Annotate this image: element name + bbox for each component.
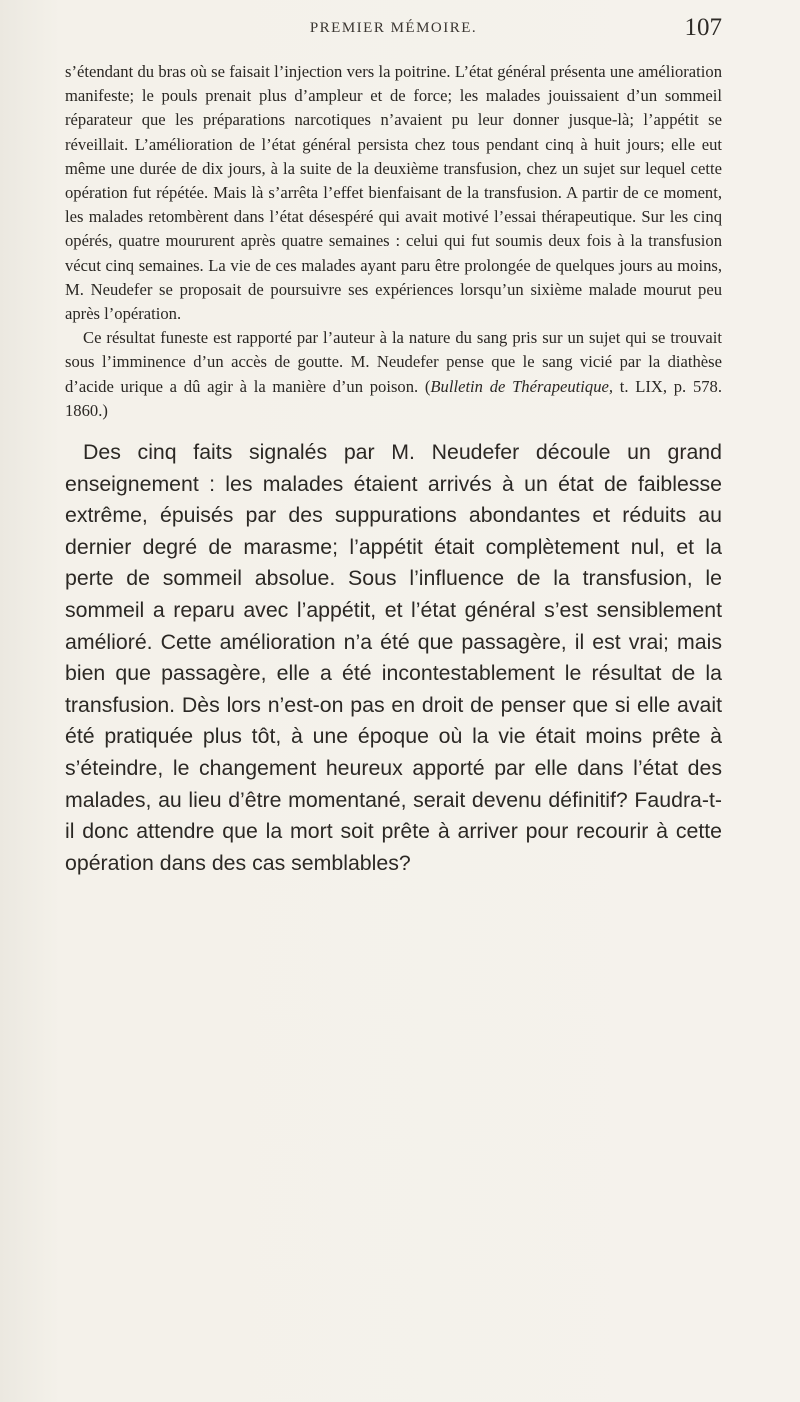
running-title: PREMIER MÉMOIRE. bbox=[309, 20, 478, 36]
body-text bbox=[65, 60, 722, 879]
page-number: 107 bbox=[684, 14, 722, 41]
citation-journal: Bulletin de Thérapeutique, bbox=[430, 376, 614, 396]
paragraph-result-text: Ce résultat funeste est rapporté par l’auteur à la nature du sang pris sur un sujet qui se trouvait sous l’imminence d’un accès de goutte. M. Neudefer pense que le sang vicié par la diathèse d’acide urique a dû agir à la manière d’un poison. bbox=[65, 328, 722, 396]
paragraph-conclusion: Des cinq faits signalés par M. Neudefer découle un grand enseignement : les malades étaient arrivés à un état de faiblesse extrême, épuisés par des suppurations abondantes et réduits au dernier degré de marasme; l’appétit était complètement nul, et la perte de sommeil absolue. Sous l’influence de la transfusion, le sommeil a reparu avec l’appétit, et l’état général s’est sensiblement amélioré. Cette amélioration n’a été que passagère, il est vrai; mais bien que passagère, elle a été incontestablement le résultat de la transfusion. Dès lors n’est-on pas en droit de penser que si elle avait été pratiquée plus tôt, à une époque où la vie était moins prête à s’éteindre, le changement heureux apporté par elle dans l’état des malades, au lieu d’être momentané, serait devenu définitif? Faudra-t-il donc attendre que la mort soit prête à arriver pour recourir à cette opération dans des cas semblables? bbox=[65, 440, 722, 875]
citation-details: t. LIX, p. 578. 1860.) bbox=[65, 376, 722, 420]
paragraph-continuation: s’étendant du bras où se faisait l’injection vers la poitrine. L’état général présenta une amélioration manifeste; le pouls prenait plus d’ampleur et de force; les malades jouissaient d’un sommeil réparateur que les préparations narcotiques n’avaient pu leur donner jusque-là; l’appétit se réveillait. L’amélioration de l’état général persista chez tous pendant cinq à huit jours; elle eut même une durée de dix jours, à la suite de la deuxième transfusion, chez un sujet sur lequel cette opération fut répétée. Mais là s’arrêta l’effet bienfaisant de la transfusion. A partir de ce moment, les malades retombèrent dans l’état désespéré qui avait motivé l’essai thérapeutique. Sur les cinq opérés, quatre moururent après quatre semaines : celui qui fut soumis deux fois à la transfusion vécut cinq semaines. La vie de ces malades ayant paru être prolongée de quelques jours au moins, M. Neudefer se proposait de poursuivre ses expériences lorsqu’un sixième malade mourut peu après l’opération. bbox=[65, 62, 722, 324]
citation-open: ( bbox=[424, 376, 431, 396]
paragraph-result bbox=[65, 326, 722, 423]
page-header bbox=[65, 14, 722, 54]
